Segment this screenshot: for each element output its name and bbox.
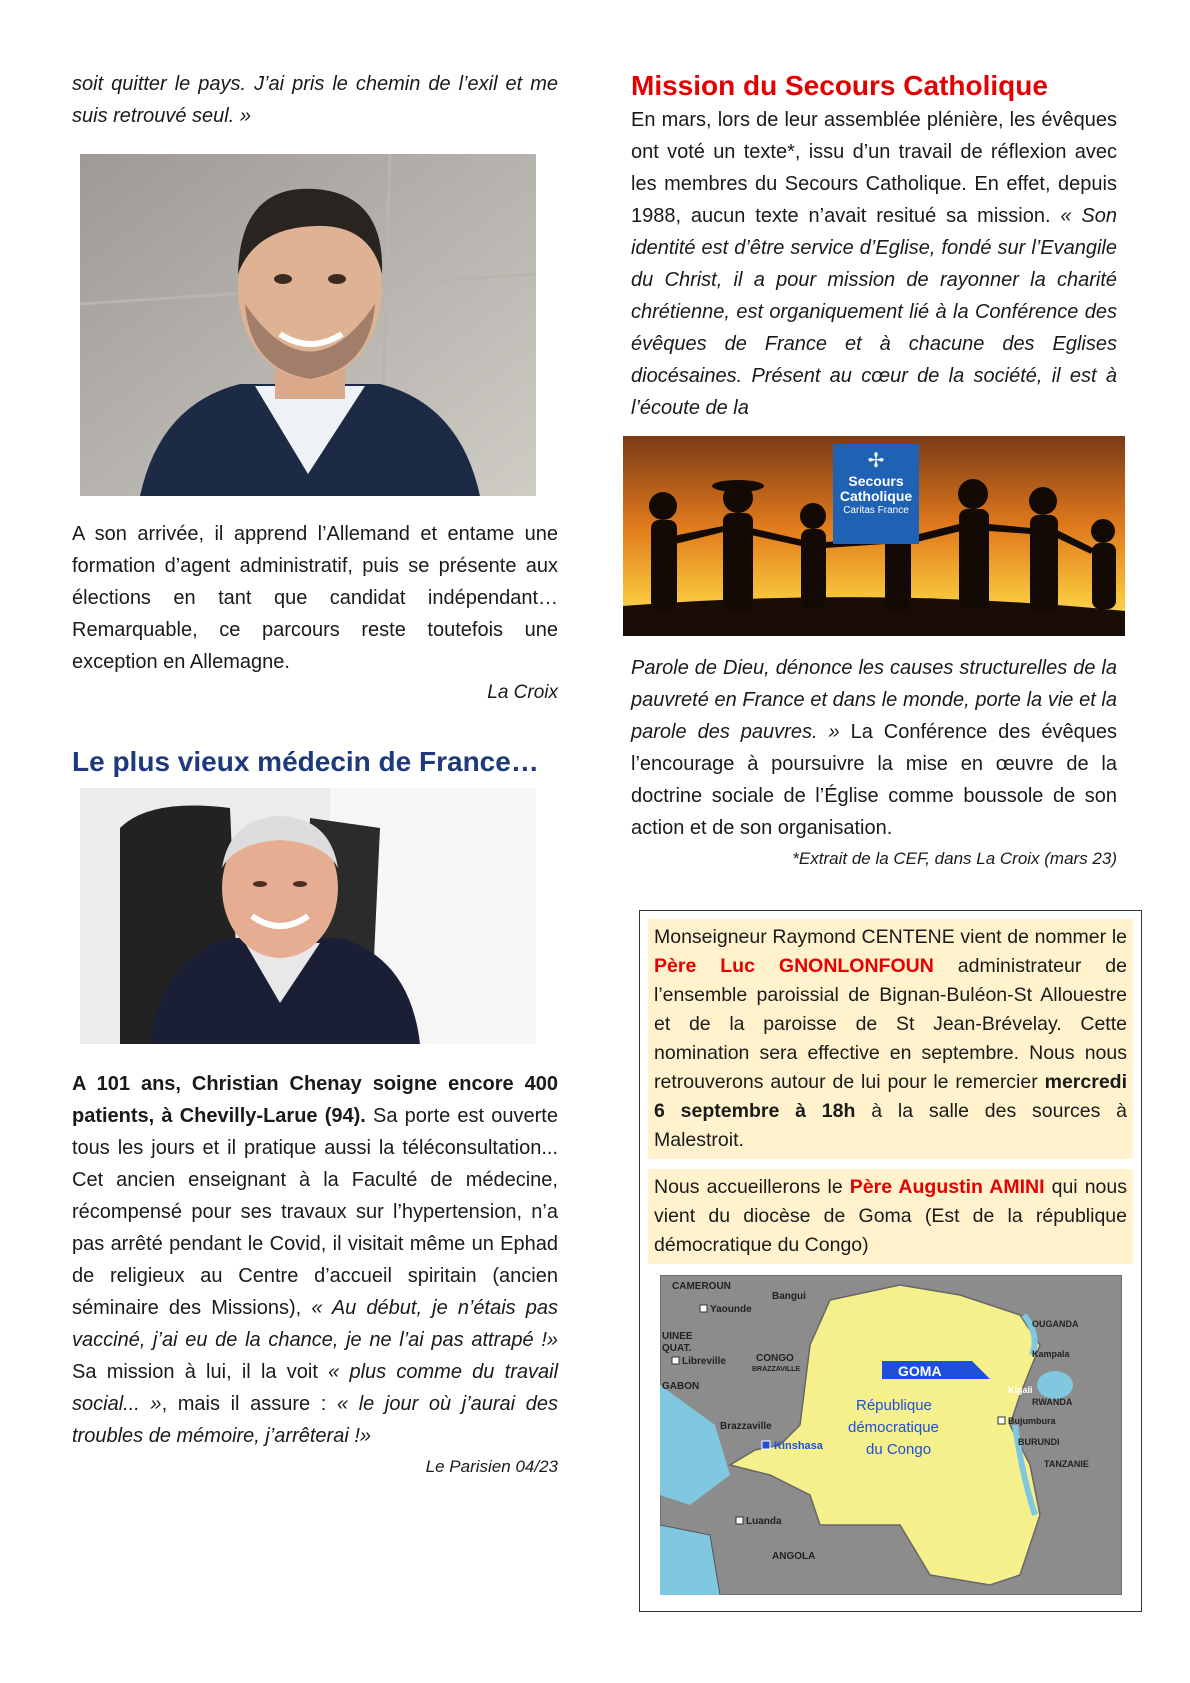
old-doctor-photo [80, 788, 536, 1044]
source-la-croix: La Croix [487, 682, 558, 703]
nomination-text-a: Monseigneur Raymond CENTENE vient de nommer le [654, 926, 1127, 948]
label-congo: CONGO [756, 1353, 794, 1364]
nomination-text-c: à la salle des sources à Malestroit. [654, 1100, 1128, 1151]
label-rwanda: RWANDA [1032, 1397, 1073, 1407]
nomination-date: mercredi 6 septembre à 18h [654, 1071, 1127, 1122]
doctor-quote-2: « plus comme du travail social... » [72, 1361, 559, 1415]
label-kampala: Kampala [1032, 1349, 1070, 1359]
doctor-quote-1: « Au début, je n’étais pas vacciné, j’ai eu de la chance, je ne l’ai pas attrapé !» [72, 1297, 559, 1351]
logo-line-2: Catholique [839, 488, 913, 504]
nomination-text-b: administrateur de l’ensemble paroissial de Bignan-Buléon-St Allouestre et de la paroisse de St Jean-Brévelay. Cette nomination sera effective en septembre. Nous nous retrouverons autour de lui pour le remercier [654, 955, 1127, 1093]
marker-libreville [672, 1357, 679, 1364]
mission-text: En mars, lors de leur assemblée plénière, les évêques ont voté un texte*, issu d’un travail de réflexion avec les membres du Secours Catholique. En effet, depuis 1988, aucun texte n’avait resitué sa mission. [631, 109, 1117, 227]
source-le-parisien: Le Parisien 04/23 [425, 1457, 558, 1476]
congo-map [660, 1275, 1122, 1595]
right-column [631, 68, 1117, 874]
mission-paragraph-1 [631, 104, 1117, 424]
mission-quote-end: Parole de Dieu, dénonce les causes structurelles de la pauvreté en France et dans le monde, porte la vie et la parole des pauvres. » [631, 657, 1117, 743]
marker-bujumbura [998, 1417, 1005, 1424]
mission-conclusion: La Conférence des évêques l’encourage à poursuivre la mise en œuvre de la doctrine sociale de l’Église comme boussole de son action et de son organisation. [631, 721, 1118, 839]
label-bujumbura: Bujumbura [1008, 1416, 1056, 1426]
nomination-note [648, 919, 1133, 1159]
source-cef: *Extrait de la CEF, dans La Croix (mars 23) [792, 849, 1117, 868]
label-goma: GOMA [898, 1363, 942, 1379]
congo-map-svg [660, 1275, 1122, 1595]
oldest-doctor-heading: Le plus vieux médecin de France… [72, 746, 539, 777]
announcements-box [639, 910, 1142, 1612]
doctor-text-c: , mais il assure : [161, 1393, 337, 1415]
label-tanzanie: TANZANIE [1044, 1459, 1089, 1469]
cross-icon: ✢ [867, 450, 885, 472]
young-man-photo [80, 154, 536, 496]
label-rdc-3: du Congo [866, 1441, 932, 1458]
label-gabon: GABON [662, 1381, 700, 1392]
mission-quote: « Son identité est d’être service d’Eglise, fondé sur l’Evangile du Christ, il a pour mission de rayonner la charité chrétienne, est organiquement lié à la Conférence des évêques de France et à chacune des Eglises diocésaines. Présent au cœur de la société, il est à l’écoute de la [631, 205, 1117, 419]
doctor-text-a: Sa porte est ouverte tous les jours et il pratique aussi la téléconsultation... Cet ancien enseignant à la Faculté de médecine, récompensé pour ses travaux sur l’hypertension, n’a pas arrêté pendant le Covid, il visitait même un Ephad de religieux au Centre d’accueil spiritain (ancien séminaire des Missions), [72, 1105, 558, 1319]
label-yaounde: Yaounde [710, 1304, 752, 1315]
label-libreville: Libreville [682, 1356, 726, 1367]
logo-line-3: Caritas France [843, 505, 909, 516]
intro-quote: soit quitter le pays. J’ai pris le chemin de l’exil et me suis retrouvé seul. » [72, 73, 558, 127]
marker-luanda [736, 1517, 743, 1524]
marker-yaounde [700, 1305, 707, 1312]
label-brazzaville-country: BRAZZAVILLE [752, 1366, 801, 1373]
doctor-quote-3: « le jour où j’aurai des troubles de mémoire, j’arrêterai !» [72, 1393, 558, 1447]
label-brazzaville: Brazzaville [720, 1421, 772, 1432]
doctor-text-b: Sa mission à lui, il la voit [72, 1361, 329, 1383]
label-kigali: Kigali [1008, 1385, 1033, 1395]
label-ouganda: OUGANDA [1032, 1319, 1079, 1329]
label-guinee: UINEE [662, 1331, 693, 1342]
label-rdc-2: démocratique [848, 1419, 939, 1436]
welcome-text-b: qui nous vient du diocèse de Goma (Est de la république démocratique du Congo) [654, 1176, 1127, 1256]
mission-paragraph-2 [631, 652, 1117, 844]
label-bangui: Bangui [772, 1291, 806, 1302]
mission-heading: Mission du Secours Catholique [631, 70, 1048, 101]
welcome-name: Père Augustin AMINI [849, 1176, 1045, 1198]
label-burundi: BURUNDI [1018, 1437, 1060, 1447]
left-column [72, 68, 558, 1482]
label-angola: ANGOLA [772, 1551, 816, 1562]
arrival-paragraph: A son arrivée, il apprend l’Allemand et entame une formation d’agent administratif, puis se présente aux élections en tant que candidat indépendant… Remarquable, ce parcours reste toutefois une exception en Allemagne. [72, 523, 558, 673]
label-equat: QUAT. [662, 1343, 692, 1354]
old-doctor-illustration [80, 788, 536, 1044]
label-cameroun: CAMEROUN [672, 1281, 731, 1292]
welcome-note [648, 1169, 1133, 1264]
label-rdc-1: République [856, 1397, 932, 1414]
doctor-paragraph [72, 1068, 558, 1452]
doctor-lead: A 101 ans, Christian Chenay soigne encore 400 patients, à Chevilly-Larue (94). [72, 1073, 558, 1127]
nomination-name: Père Luc GNONLONFOUN [654, 955, 934, 977]
logo-line-1: Secours [848, 473, 904, 489]
welcome-text-a: Nous accueillerons le [654, 1176, 850, 1198]
young-man-illustration [80, 154, 536, 496]
lake-victoria [1037, 1371, 1073, 1399]
secours-catholique-logo [833, 444, 919, 544]
secours-catholique-image [623, 436, 1125, 636]
label-kinshasa: Kinshasa [774, 1440, 823, 1452]
marker-kinshasa [762, 1441, 770, 1449]
label-luanda: Luanda [746, 1516, 782, 1527]
